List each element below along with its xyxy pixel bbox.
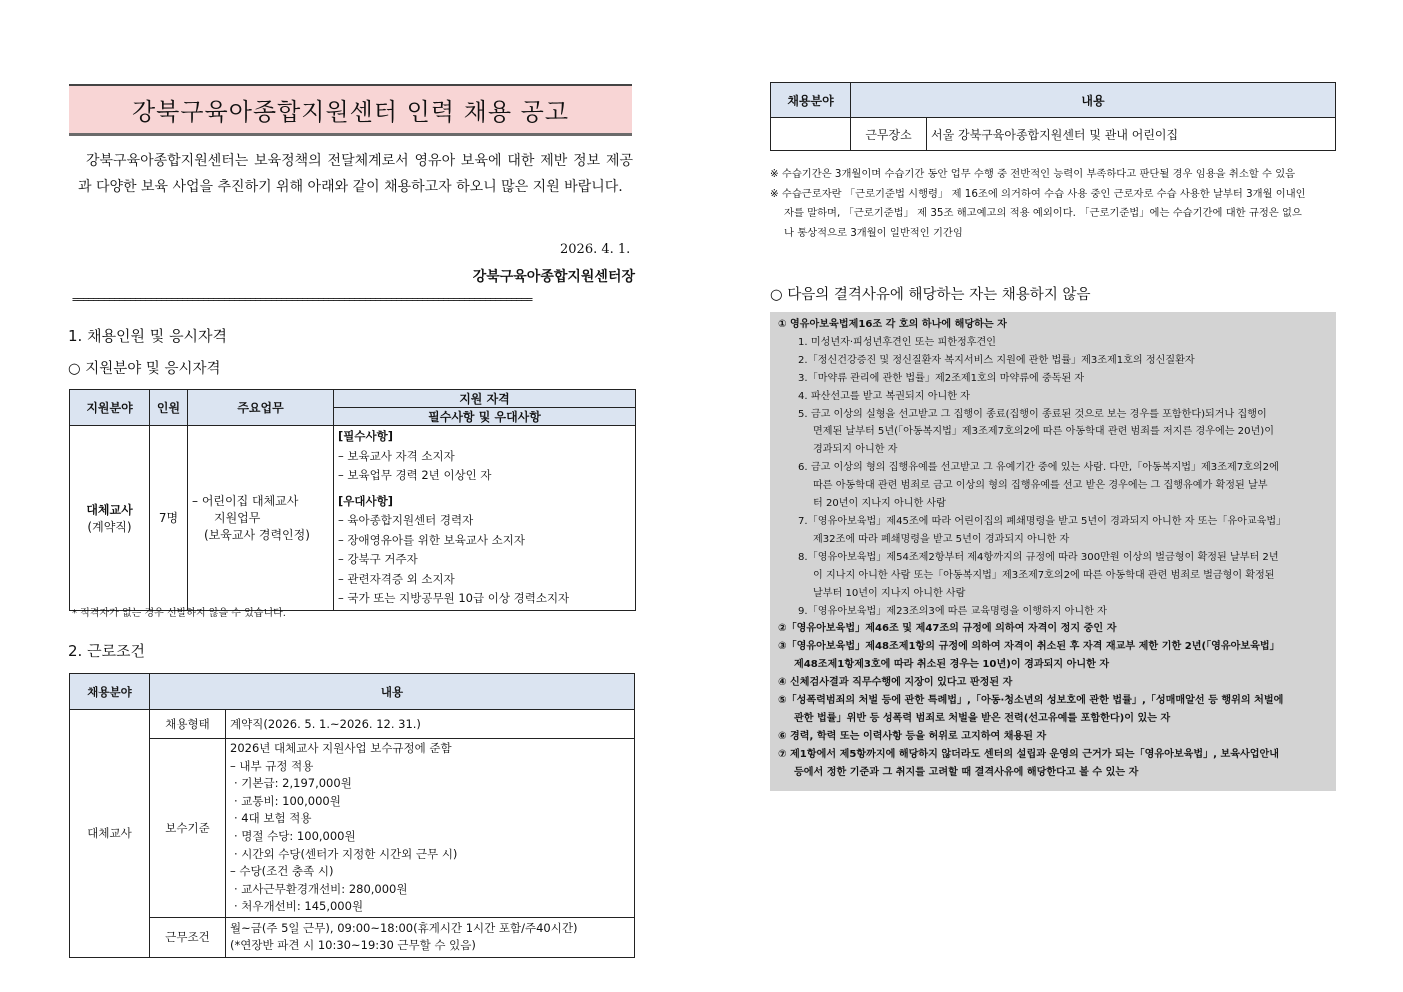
probation-note-line: ※ 수습근로자란 「근로기준법 시행령」 제 16조에 의거하여 수습 사용 중인 근로자로 수습 사용한 날부터 3개월 이내인 [770,187,1306,200]
disqualification-line: ⑦ 제1항에서 제5항까지에 해당하지 않더라도 센터의 설립과 운영의 근거가 되는「영유아보육법」, 보육사업안내 [778,748,1280,760]
probation-note-line: 나 통상적으로 3개월이 일반적인 기간임 [784,226,963,239]
probation-notes [770,165,1336,243]
type-value: 계약직(2026. 5. 1.~2026. 12. 31.) [226,710,635,739]
page-title: 강북구육아종합지원센터 인력 채용 공고 [69,84,632,136]
field-cell [70,426,150,611]
duty-cell [188,426,334,611]
disqualification-line: 4. 파산선고를 받고 복권되지 아니한 자 [798,390,970,402]
announcement-date: 2026. 4. 1. [560,242,631,257]
pay-line: · 명절 수당: 100,000원 [234,828,356,843]
disqualification-line: ②「영유아보육법」제46조 및 제47조의 규정에 의하여 자격이 정지 중인 자 [778,623,1117,635]
pay-line: · 교통비: 100,000원 [234,793,341,808]
selection-note: * 적격자가 없는 경우 선발하지 않을 수 있습니다. [72,608,286,619]
disqualification-line: 7.「영유아보육법」제45조에 따라 어린이집의 폐쇄명령을 받고 5년이 경과되지 아니한 자 또는「유아교육법」 [798,515,1287,527]
disqualification-line: ⑤「성폭력범죄의 처벌 등에 관한 특례법」,「아동·청소년의 성보호에 관한 법률」,「성매매알선 등 행위의 처벌에 [778,695,1284,707]
field-subvalue: (계약직) [87,519,132,534]
conditions-line: 월~금(주 5일 근무), 09:00~18:00(휴게시간 1시간 포함/주40시간) [230,920,578,935]
col-content-header: 내용 [150,674,635,710]
qualification-table [69,389,636,611]
disqualification-line: 면제된 날부터 5년(「아동복지법」제3조제7호의2에 따른 아동학대 관련 범죄를 저지른 경우에는 20년)이 [813,426,1274,438]
pay-line: – 내부 규정 적용 [230,758,314,773]
issuer-name: 강북구육아종합지원센터장 [472,269,635,285]
disqualification-line: 8.「영유아보육법」제54조제2항부터 제4항까지의 규정에 따라 300만원 이상의 벌금형이 확정된 날부터 2년 [798,551,1279,563]
section1-subheading: ○ 지원분야 및 응시자격 [68,361,221,377]
conditions-line: (*연장반 파견 시 10:30~19:30 근무할 수 있음) [230,938,476,953]
pay-line: · 기본급: 2,197,000원 [234,776,352,791]
col-qual-subheader: 필수사항 및 우대사항 [334,408,636,426]
required-item: – 보육업무 경력 2년 이상인 자 [338,468,492,482]
col-field-header: 채용분야 [771,83,851,118]
probation-note-line: 자를 말하며, 「근로기준법」 제 35조 해고예고의 적용 예외이다. 「근로기준법」에는 수습기간에 대한 규정은 없으 [784,207,1302,219]
disqualification-line: 등에서 정한 기준과 그 취지를 고려할 때 결격사유에 해당한다고 볼 수 있는 자 [794,766,1139,778]
disqualification-line: 제48조제1항제3호에 따라 취소된 경우는 10년)이 경과되지 아니한 자 [794,659,1110,671]
section1-heading: 1. 채용인원 및 응시자격 [68,327,228,345]
preferred-item: – 강북구 거주자 [338,552,418,566]
count-cell: 7명 [150,426,188,611]
working-conditions-table [69,673,635,958]
conditions-label: 근무조건 [150,917,226,957]
disqualification-line: 이 지나지 아니한 사람 또는「아동복지법」제3조제7호의2에 따른 아동학대 관련 범죄로 벌금형이 확정된 [813,569,1275,581]
col-content-header: 내용 [851,83,1336,118]
pay-line: · 4대 보험 적용 [234,811,312,826]
field-value: 대체교사 [86,502,133,517]
disqualification-line: 경과되지 아니한 자 [813,444,898,456]
pay-line: 2026년 대체교사 지원사업 보수규정에 준함 [230,741,452,755]
disqualification-line: 2.「정신건강증진 및 정신질환자 복지서비스 지원에 관한 법률」제3조제1호의 정신질환자 [798,354,1195,366]
divider-line: ======================================================================================== [72,293,532,306]
disqualification-line: ⑥ 경력, 학력 또는 이력사항 등을 허위로 고지하여 채용된 자 [778,730,1047,742]
intro-paragraph: 강북구육아종합지원센터는 보육정책의 전달체계로서 영유아 보육에 대한 제반 정보 제공과 다양한 보육 사업을 추진하기 위해 아래와 같이 채용하고자 하오니 많은 지원 바랍니다. [78,153,633,195]
disqualification-line: 1. 미성년자·피성년후견인 또는 피한정후견인 [798,336,996,348]
required-title: [필수사항] [338,429,393,443]
col-field-header: 채용분야 [70,674,150,710]
section2-heading: 2. 근로조건 [68,642,146,660]
required-item: – 보육교사 자격 소지자 [338,448,455,463]
disqualification-box [770,312,1336,791]
pay-value [226,739,635,918]
disqualification-line: 제32조에 따라 폐쇄명령을 받고 5년이 경과되지 아니한 자 [813,533,1070,545]
preferred-item: – 관련자격증 외 소지자 [338,571,455,586]
duty-line: 지원업무 [214,511,261,526]
disqualification-line: ③「영유아보육법」제48조제1항의 규정에 의하여 자격이 취소된 후 자격 재교부 제한 기한 2년(「영유아보육법」 [778,641,1280,653]
preferred-item: – 장애영유아를 위한 보육교사 소지자 [338,532,526,547]
type-label: 채용형태 [150,710,226,739]
duty-line: (보육교사 경력인정) [204,528,310,543]
preferred-title: [우대사항] [338,493,393,508]
pay-line: · 교사근무환경개선비: 280,000원 [234,881,408,896]
preferred-item: – 국가 또는 지방공무원 10급 이상 경력소지자 [338,591,570,605]
col-count-header: 인원 [150,390,188,426]
disqualification-line: 3.「마약류 관리에 관한 법률」제2조제1호의 마약류에 중독된 자 [798,372,1085,384]
col-field-header: 지원분야 [70,390,150,426]
disqualification-line: 터 20년이 지나지 아니한 사람 [813,498,946,510]
pay-line: · 시간외 수당(센터가 지정한 시간외 근무 시) [234,846,458,861]
field-cell-empty [771,118,851,151]
pay-label: 보수기준 [150,739,226,918]
disqualification-line: 6. 금고 이상의 형의 집행유예를 선고받고 그 유예기간 중에 있는 사람. 다만,「아동복지법」제3조제7호의2에 [798,462,1279,474]
place-label: 근무장소 [851,118,927,151]
disqualification-line: 날부터 10년이 지나지 아니한 사람 [813,587,966,599]
place-value: 서울 강북구육아종합지원센터 및 관내 어린이집 [927,118,1336,151]
preferred-item: – 육아종합지원센터 경력자 [338,513,474,527]
disqualification-heading: ○ 다음의 결격사유에 해당하는 자는 채용하지 않음 [770,287,1091,303]
field-cell: 대체교사 [70,710,150,958]
pay-line: – 수당(조건 충족 시) [230,864,334,879]
pay-line: · 처우개선비: 145,000원 [234,899,364,914]
disqualification-line: 5. 금고 이상의 실형을 선고받고 그 집행이 종료(집행이 종료된 것으로 보는 경우를 포함한다)되거나 집행이 [798,408,1267,420]
disqualification-line: 9.「영유아보육법」제23조의3에 따른 교육명령을 이행하지 아니한 자 [798,605,1107,617]
disqualification-line: 관한 법률」위반 등 성폭력 범죄로 처벌을 받은 전력(선고유예를 포함한다)이 있는 자 [794,712,1171,724]
workplace-table [770,82,1336,151]
disqualification-line: 따른 아동학대 관련 범죄로 금고 이상의 형의 집행유예를 선고 받은 경우에는 그 집행유예가 확정된 날부 [813,480,1268,492]
col-qual-header: 지원 자격 [334,390,636,408]
conditions-value [226,917,635,957]
disqualification-line: ① 영유아보육법제16조 각 호의 하나에 해당하는 자 [778,319,1007,330]
duty-line: – 어린이집 대체교사 [192,494,299,509]
disqualification-line: ④ 신체검사결과 직무수행에 지장이 있다고 판정된 자 [778,677,1013,689]
col-duty-header: 주요업무 [188,390,334,426]
probation-note-line: ※ 수습기간은 3개월이며 수습기간 동안 업무 수행 중 전반적인 능력이 부족하다고 판단될 경우 임용을 취소할 수 있음 [770,168,1296,180]
requirements-cell [334,426,636,611]
